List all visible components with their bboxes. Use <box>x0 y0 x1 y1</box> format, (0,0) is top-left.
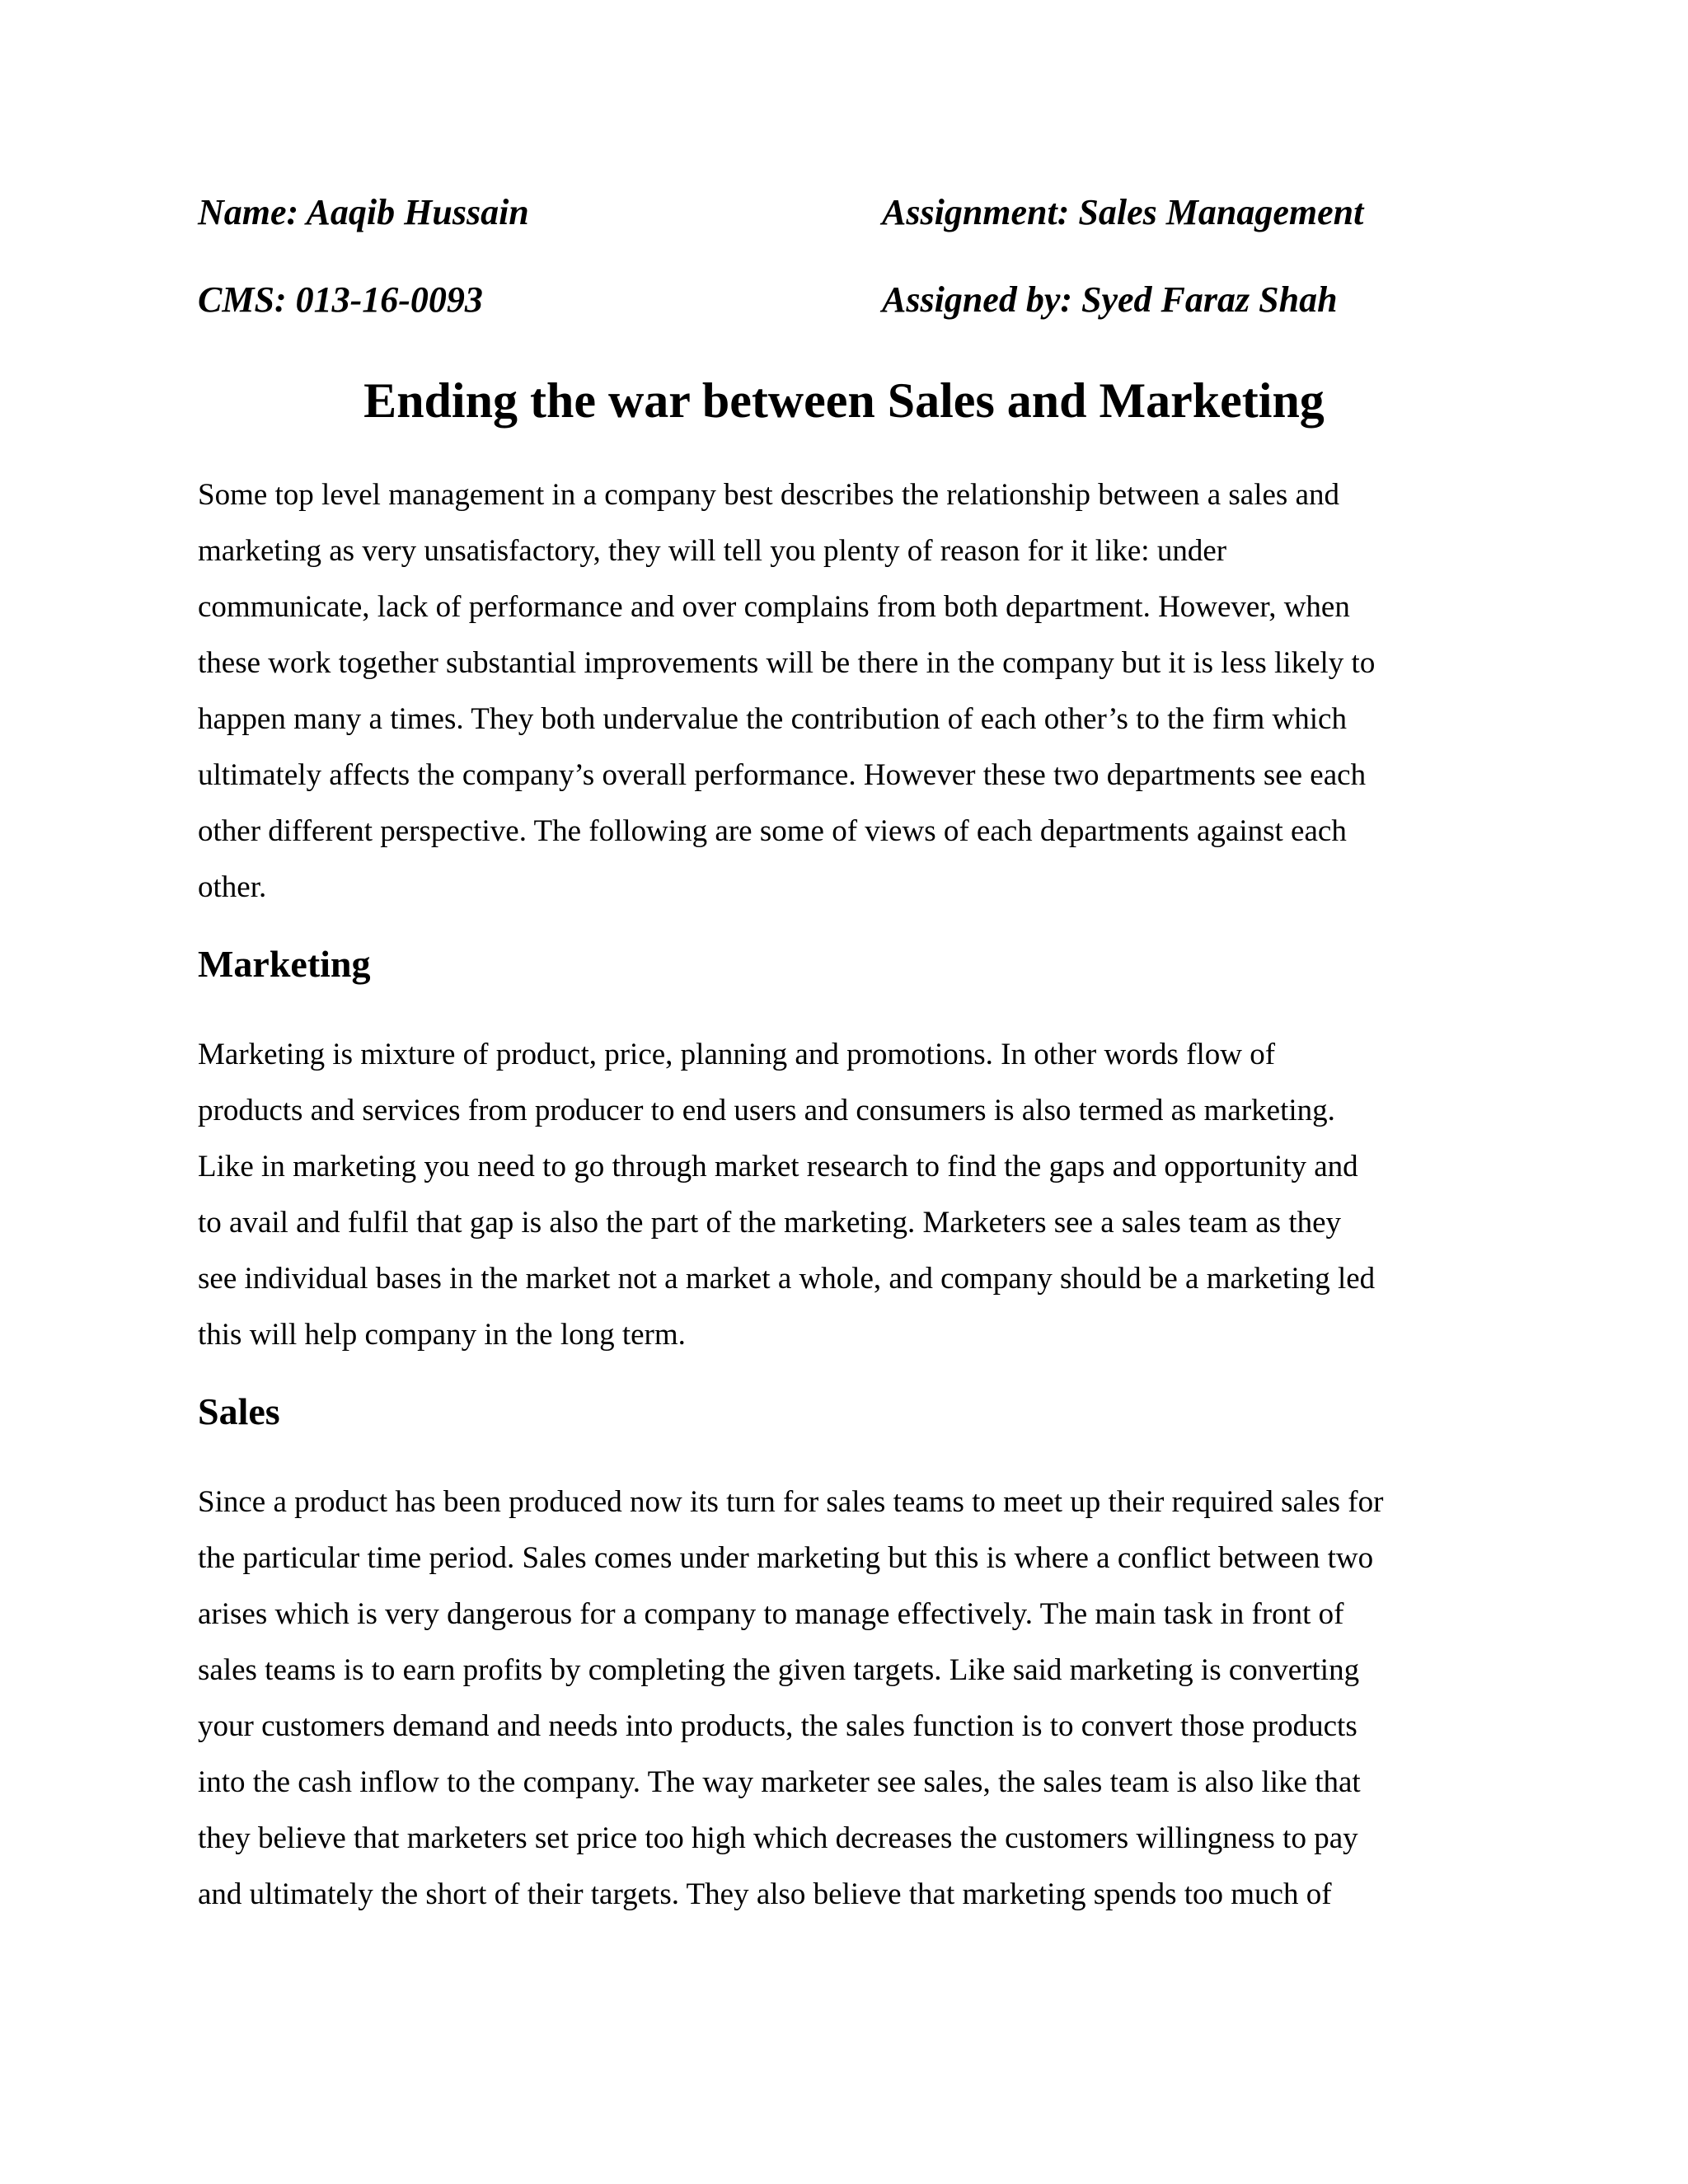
marketing-paragraph <box>198 1027 1500 1363</box>
paragraph-line: this will help company in the long term. <box>198 1318 686 1352</box>
marketing-heading: Marketing <box>198 943 371 985</box>
paragraph-line: communicate, lack of performance and over complains from both department. However, when <box>198 590 1350 624</box>
paragraph-line: other different perspective. The following are some of views of each departments against each <box>198 814 1347 848</box>
paragraph-line: see individual bases in the market not a market a whole, and company should be a marketing led <box>198 1262 1376 1296</box>
paragraph-line: ultimately affects the company’s overall performance. However these two departments see each <box>198 758 1367 792</box>
paragraph-line: the particular time period. Sales comes under marketing but this is where a conflict between two <box>198 1541 1374 1575</box>
assignment-title: Assignment: Sales Management <box>882 192 1364 232</box>
student-name: Name: Aaqib Hussain <box>198 192 529 232</box>
paragraph-line: to avail and fulfil that gap is also the part of the marketing. Marketers see a sales team as they <box>198 1206 1342 1240</box>
paragraph-line: Marketing is mixture of product, price, planning and promotions. In other words flow of <box>198 1038 1276 1071</box>
paragraph-line: Since a product has been produced now its turn for sales teams to meet up their required sales for <box>198 1485 1384 1519</box>
paragraph-line: sales teams is to earn profits by completing the given targets. Like said marketing is converting <box>198 1653 1360 1687</box>
paragraph-line: your customers demand and needs into products, the sales function is to convert those products <box>198 1709 1357 1743</box>
paragraph-line: into the cash inflow to the company. The way marketer see sales, the sales team is also like that <box>198 1765 1361 1799</box>
paragraph-line: these work together substantial improvements will be there in the company but it is less likely to <box>198 646 1376 680</box>
sales-paragraph <box>198 1474 1500 1923</box>
paragraph-line: arises which is very dangerous for a company to manage effectively. The main task in front of <box>198 1597 1344 1631</box>
paragraph-line: Some top level management in a company best describes the relationship between a sales and <box>198 478 1340 512</box>
intro-paragraph <box>198 467 1500 916</box>
document-title: Ending the war between Sales and Marketing <box>363 373 1325 428</box>
paragraph-line: they believe that marketers set price too high which decreases the customers willingness to pay <box>198 1821 1358 1855</box>
assigned-by: Assigned by: Syed Faraz Shah <box>882 279 1338 320</box>
sales-heading: Sales <box>198 1390 280 1432</box>
cms-number: CMS: 013-16-0093 <box>198 279 483 320</box>
paragraph-line: products and services from producer to end users and consumers is also termed as marketing. <box>198 1094 1335 1127</box>
paragraph-line: marketing as very unsatisfactory, they will tell you plenty of reason for it like: under <box>198 534 1227 568</box>
paragraph-line: Like in marketing you need to go through market research to find the gaps and opportunity and <box>198 1150 1358 1183</box>
paragraph-line: and ultimately the short of their targets. They also believe that marketing spends too much of <box>198 1877 1332 1911</box>
paragraph-line: other. <box>198 870 267 904</box>
paragraph-line: happen many a times. They both undervalue the contribution of each other’s to the firm which <box>198 702 1347 736</box>
